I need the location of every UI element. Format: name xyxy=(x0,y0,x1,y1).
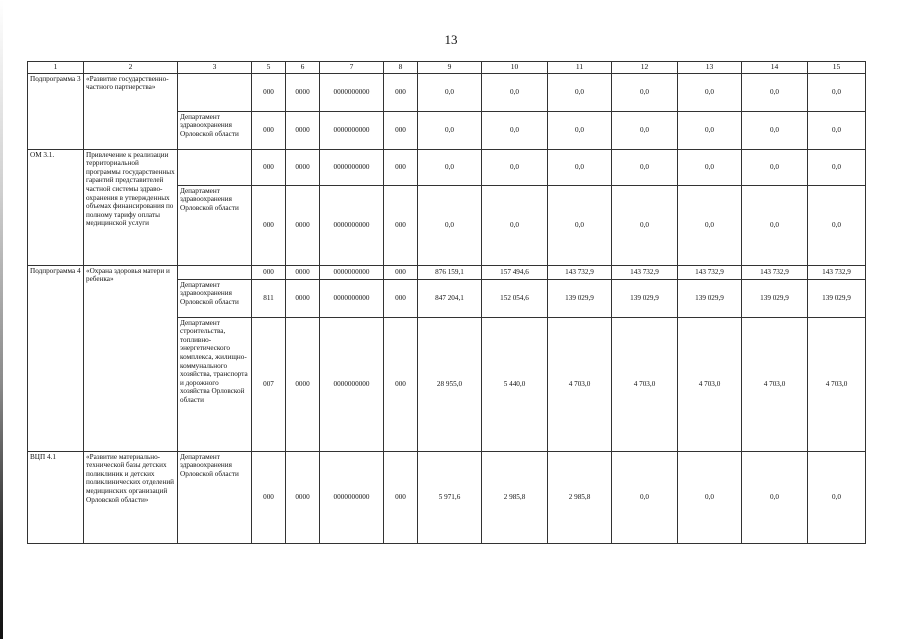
col-header: 12 xyxy=(612,62,678,74)
value-cell: 0,0 xyxy=(808,149,866,185)
code-cell: 0000000000 xyxy=(320,185,384,265)
code-cell: 0000 xyxy=(286,149,320,185)
department xyxy=(178,265,252,279)
value-cell: 143 732,9 xyxy=(548,265,612,279)
department: Департамент здравоохранения Орловской области xyxy=(178,185,252,265)
table-row xyxy=(28,73,866,111)
col-header: 2 xyxy=(84,62,178,74)
page-number: 13 xyxy=(444,32,458,47)
program-code: ВЦП 4.1 xyxy=(28,451,84,543)
program-title: «Охрана здоровья матери и ребенка» xyxy=(84,265,178,451)
value-cell: 876 159,1 xyxy=(418,265,482,279)
col-header: 11 xyxy=(548,62,612,74)
code-cell: 000 xyxy=(384,73,418,111)
code-cell: 0000 xyxy=(286,279,320,317)
program-title: «Развитие материально-технической базы детских поликлиник и детских поликлинических отделений медицинских организаций Орловской области» xyxy=(84,451,178,543)
value-cell: 0,0 xyxy=(678,111,742,149)
department: Департамент здравоохранения Орловской области xyxy=(178,451,252,543)
code-cell: 0000 xyxy=(286,111,320,149)
value-cell: 143 732,9 xyxy=(808,265,866,279)
col-header: 7 xyxy=(320,62,384,74)
value-cell: 847 204,1 xyxy=(418,279,482,317)
department: Департамент здравоохранения Орловской области xyxy=(178,111,252,149)
value-cell: 0,0 xyxy=(742,149,808,185)
value-cell: 0,0 xyxy=(548,185,612,265)
code-cell: 0000000000 xyxy=(320,73,384,111)
col-header: 8 xyxy=(384,62,418,74)
value-cell: 5 971,6 xyxy=(418,451,482,543)
code-cell: 000 xyxy=(252,451,286,543)
value-cell: 0,0 xyxy=(418,73,482,111)
value-cell: 0,0 xyxy=(808,73,866,111)
code-cell: 000 xyxy=(252,111,286,149)
code-cell: 0000 xyxy=(286,265,320,279)
value-cell: 0,0 xyxy=(742,185,808,265)
value-cell: 4 703,0 xyxy=(808,317,866,451)
value-cell: 143 732,9 xyxy=(678,265,742,279)
value-cell: 139 029,9 xyxy=(548,279,612,317)
col-header: 13 xyxy=(678,62,742,74)
value-cell: 0,0 xyxy=(612,451,678,543)
code-cell: 0000 xyxy=(286,317,320,451)
program-code: Подпрограмма 3 xyxy=(28,73,84,149)
department: Департамент строительства, топливноэнергетического комплекса, жилищнокоммунального хозяйства, транспорта и дорожного хозяйства Орловской области xyxy=(178,317,252,451)
value-cell: 5 440,0 xyxy=(482,317,548,451)
budget-table xyxy=(27,61,866,544)
value-cell: 0,0 xyxy=(678,73,742,111)
value-cell: 0,0 xyxy=(612,111,678,149)
value-cell: 0,0 xyxy=(678,149,742,185)
value-cell: 4 703,0 xyxy=(548,317,612,451)
col-header: 10 xyxy=(482,62,548,74)
code-cell: 0000000000 xyxy=(320,451,384,543)
code-cell: 000 xyxy=(384,111,418,149)
scan-edge-shadow xyxy=(0,0,3,639)
value-cell: 0,0 xyxy=(808,111,866,149)
value-cell: 0,0 xyxy=(548,149,612,185)
code-cell: 000 xyxy=(384,279,418,317)
code-cell: 0000000000 xyxy=(320,279,384,317)
value-cell: 139 029,9 xyxy=(742,279,808,317)
value-cell: 0,0 xyxy=(678,185,742,265)
code-cell: 0000 xyxy=(286,185,320,265)
col-header: 5 xyxy=(252,62,286,74)
code-cell: 007 xyxy=(252,317,286,451)
value-cell: 157 494,6 xyxy=(482,265,548,279)
code-cell: 000 xyxy=(384,185,418,265)
value-cell: 2 985,8 xyxy=(548,451,612,543)
code-cell: 000 xyxy=(252,265,286,279)
department xyxy=(178,73,252,111)
code-cell: 811 xyxy=(252,279,286,317)
value-cell: 0,0 xyxy=(808,451,866,543)
value-cell: 0,0 xyxy=(612,149,678,185)
value-cell: 0,0 xyxy=(742,73,808,111)
col-header: 6 xyxy=(286,62,320,74)
col-header: 3 xyxy=(178,62,252,74)
value-cell: 0,0 xyxy=(418,185,482,265)
value-cell: 0,0 xyxy=(678,451,742,543)
header-row xyxy=(28,62,866,74)
value-cell: 0,0 xyxy=(482,185,548,265)
value-cell: 28 955,0 xyxy=(418,317,482,451)
code-cell: 0000000000 xyxy=(320,111,384,149)
code-cell: 0000 xyxy=(286,451,320,543)
col-header: 15 xyxy=(808,62,866,74)
value-cell: 0,0 xyxy=(742,451,808,543)
code-cell: 000 xyxy=(252,73,286,111)
code-cell: 0000000000 xyxy=(320,149,384,185)
value-cell: 4 703,0 xyxy=(678,317,742,451)
value-cell: 0,0 xyxy=(482,149,548,185)
table-row xyxy=(28,451,866,543)
col-header: 14 xyxy=(742,62,808,74)
value-cell: 143 732,9 xyxy=(612,265,678,279)
program-code: ОМ 3.1. xyxy=(28,149,84,265)
value-cell: 139 029,9 xyxy=(808,279,866,317)
code-cell: 000 xyxy=(384,317,418,451)
value-cell: 2 985,8 xyxy=(482,451,548,543)
table-row xyxy=(28,265,866,279)
value-cell: 139 029,9 xyxy=(678,279,742,317)
value-cell: 0,0 xyxy=(808,185,866,265)
code-cell: 000 xyxy=(252,185,286,265)
department xyxy=(178,149,252,185)
department: Департамент здравоохранения Орловской области xyxy=(178,279,252,317)
program-code: Подпрограмма 4 xyxy=(28,265,84,451)
value-cell: 0,0 xyxy=(482,73,548,111)
table-row xyxy=(28,149,866,185)
value-cell: 0,0 xyxy=(612,185,678,265)
code-cell: 000 xyxy=(384,149,418,185)
value-cell: 0,0 xyxy=(418,149,482,185)
value-cell: 0,0 xyxy=(612,73,678,111)
code-cell: 0000 xyxy=(286,73,320,111)
program-title: Привлечение к реализации территориальной программы государственных гарантий представителей частной системы здравоохранения в утвержденных объемах финансирования по полному тарифу оплаты медицинской услуги xyxy=(84,149,178,265)
value-cell: 0,0 xyxy=(482,111,548,149)
code-cell: 0000000000 xyxy=(320,265,384,279)
value-cell: 0,0 xyxy=(548,111,612,149)
code-cell: 000 xyxy=(384,451,418,543)
col-header: 1 xyxy=(28,62,84,74)
value-cell: 139 029,9 xyxy=(612,279,678,317)
value-cell: 0,0 xyxy=(742,111,808,149)
value-cell: 143 732,9 xyxy=(742,265,808,279)
code-cell: 000 xyxy=(252,149,286,185)
value-cell: 4 703,0 xyxy=(612,317,678,451)
col-header: 9 xyxy=(418,62,482,74)
value-cell: 4 703,0 xyxy=(742,317,808,451)
value-cell: 0,0 xyxy=(548,73,612,111)
program-title: «Развитие государственно-частного партнерства» xyxy=(84,73,178,149)
code-cell: 0000000000 xyxy=(320,317,384,451)
value-cell: 152 054,6 xyxy=(482,279,548,317)
code-cell: 000 xyxy=(384,265,418,279)
value-cell: 0,0 xyxy=(418,111,482,149)
